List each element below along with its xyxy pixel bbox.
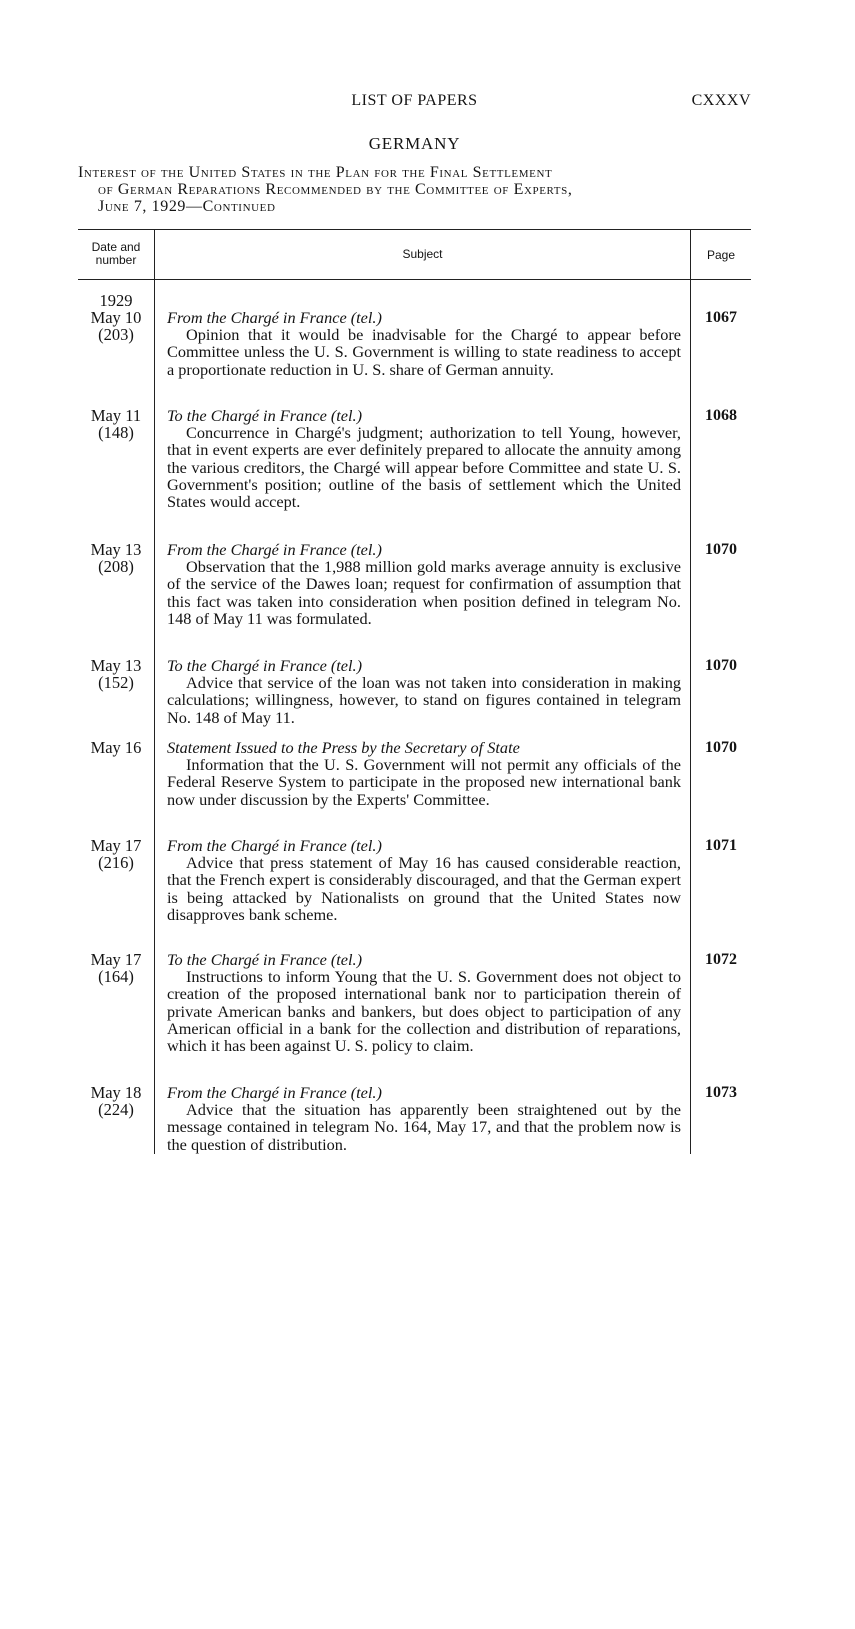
entry-subject-cell (167, 657, 681, 726)
entry-heading: Statement Issued to the Press by the Secretary of State (167, 738, 520, 757)
entry-page: 1070 (705, 657, 737, 674)
entry-heading: From the Chargé in France (tel.) (167, 308, 382, 327)
section-heading (78, 164, 751, 215)
entry-date-cell (78, 541, 154, 575)
entry-subject-cell (167, 739, 681, 808)
section-heading-line-1: Interest of the United States in the Plan for the Final Settlement (78, 164, 553, 181)
entry-date: May 17 (90, 836, 142, 855)
country-heading: GERMANY (368, 134, 461, 153)
entry-page: 1070 (705, 739, 737, 756)
entry-date: May 11 (90, 406, 142, 425)
column-header-date-line-2: number (95, 253, 137, 267)
entry-description: Observation that the 1,988 million gold marks average annuity is exclusive of the service of the Dawes loan; request for confirmation of assumption that this fact was taken into consideration when position defined in telegram No. 148 of May 11 was formulated. (167, 557, 681, 628)
entry-heading: To the Chargé in France (tel.) (167, 950, 363, 969)
entry-date: May 16 (90, 738, 142, 757)
page-folio: CXXXV (691, 92, 751, 109)
column-header-date (78, 241, 154, 267)
column-divider-date (154, 229, 155, 1154)
entry-date-cell (78, 1084, 154, 1118)
entry-date-cell (78, 309, 154, 343)
entry-subject-cell (167, 541, 681, 627)
entry-number: (216) (98, 853, 134, 872)
entry-date-cell (78, 657, 154, 691)
entry-page: 1070 (705, 541, 737, 558)
running-head-title: LIST OF PAPERS (351, 92, 478, 109)
entry-subject-cell (167, 309, 681, 378)
entry-number: (164) (98, 967, 134, 986)
running-head (78, 92, 751, 114)
entry-description: Advice that the situation has apparently been straightened out by the message contained in telegram No. 164, May 17, and that the problem now is the question of distribution. (167, 1100, 681, 1154)
entry-page: 1072 (705, 951, 737, 968)
entry-description: Instructions to inform Young that the U. S. Government does not object to creation of the proposed international bank nor to participation therein of private American banks and bankers, but does object to participation of any American official in a bank for the collection and distribution of reparations, which it has been against U. S. policy to claim. (167, 967, 681, 1056)
table-top-rule (78, 229, 751, 230)
entry-description: Opinion that it would be inadvisable for the Chargé to appear before Committee unless the U. S. Government is willing to state readiness to accept a proportionate reduction in U. S. share of German annuity. (167, 325, 681, 379)
entry-heading: From the Chargé in France (tel.) (167, 1083, 382, 1102)
column-header-page: Page (706, 248, 736, 262)
entry-number: (152) (98, 673, 134, 692)
entry-heading: From the Chargé in France (tel.) (167, 540, 382, 559)
entry-subject-cell (167, 837, 681, 923)
entry-heading: To the Chargé in France (tel.) (167, 656, 363, 675)
entry-date-cell (78, 407, 154, 441)
entry-date: May 10 (90, 308, 142, 327)
entry-heading: To the Chargé in France (tel.) (167, 406, 363, 425)
section-heading-line-3: June 7, 1929—Continued (98, 198, 276, 215)
entry-date: May 13 (90, 540, 142, 559)
entry-date: May 17 (90, 950, 142, 969)
entry-subject-cell (167, 1084, 681, 1153)
entry-page: 1071 (705, 837, 737, 854)
entry-description: Information that the U. S. Government will not permit any officials of the Federal Reserve System to participate in the proposed new international bank now under discussion by the Experts' Committee. (167, 755, 681, 809)
entry-page: 1068 (705, 407, 737, 424)
entry-date-cell (78, 951, 154, 985)
entry-description: Advice that press statement of May 16 has caused considerable reaction, that the French expert is considerably discouraged, and that the German expert is being attacked by Nationalists on ground that the United States now disapproves bank scheme. (167, 853, 681, 924)
entry-description: Concurrence in Chargé's judgment; authorization to tell Young, however, that in event experts are ever definitely prepared to allocate the annuity among the various creditors, the Chargé will appear before Committee and state U. S. Government's position; outline of the basis of settlement which the United States would accept. (167, 423, 681, 512)
entry-date: May 13 (90, 656, 142, 675)
entry-date-cell (78, 837, 154, 871)
section-heading-line-2: of German Reparations Recommended by the Committee of Experts, (98, 181, 573, 198)
entry-subject-cell (167, 407, 681, 510)
column-header-date-line-1: Date and (91, 240, 141, 254)
entry-number: (224) (98, 1100, 134, 1119)
entry-description: Advice that service of the loan was not taken into consideration in making calculations; willingness, however, to stand on figures contained in telegram No. 148 of May 11. (167, 673, 681, 727)
entry-number: (208) (98, 557, 134, 576)
entry-page: 1067 (705, 309, 737, 326)
entry-date-cell (78, 739, 154, 756)
column-header-subject: Subject (402, 247, 443, 261)
entry-date: May 18 (90, 1083, 142, 1102)
entry-number: (203) (98, 325, 134, 344)
year-label: 1929 (99, 291, 133, 310)
entry-number: (148) (98, 423, 134, 442)
entry-subject-cell (167, 951, 681, 1054)
entry-heading: From the Chargé in France (tel.) (167, 836, 382, 855)
entry-page: 1073 (705, 1084, 737, 1101)
table-header-rule (78, 279, 751, 280)
